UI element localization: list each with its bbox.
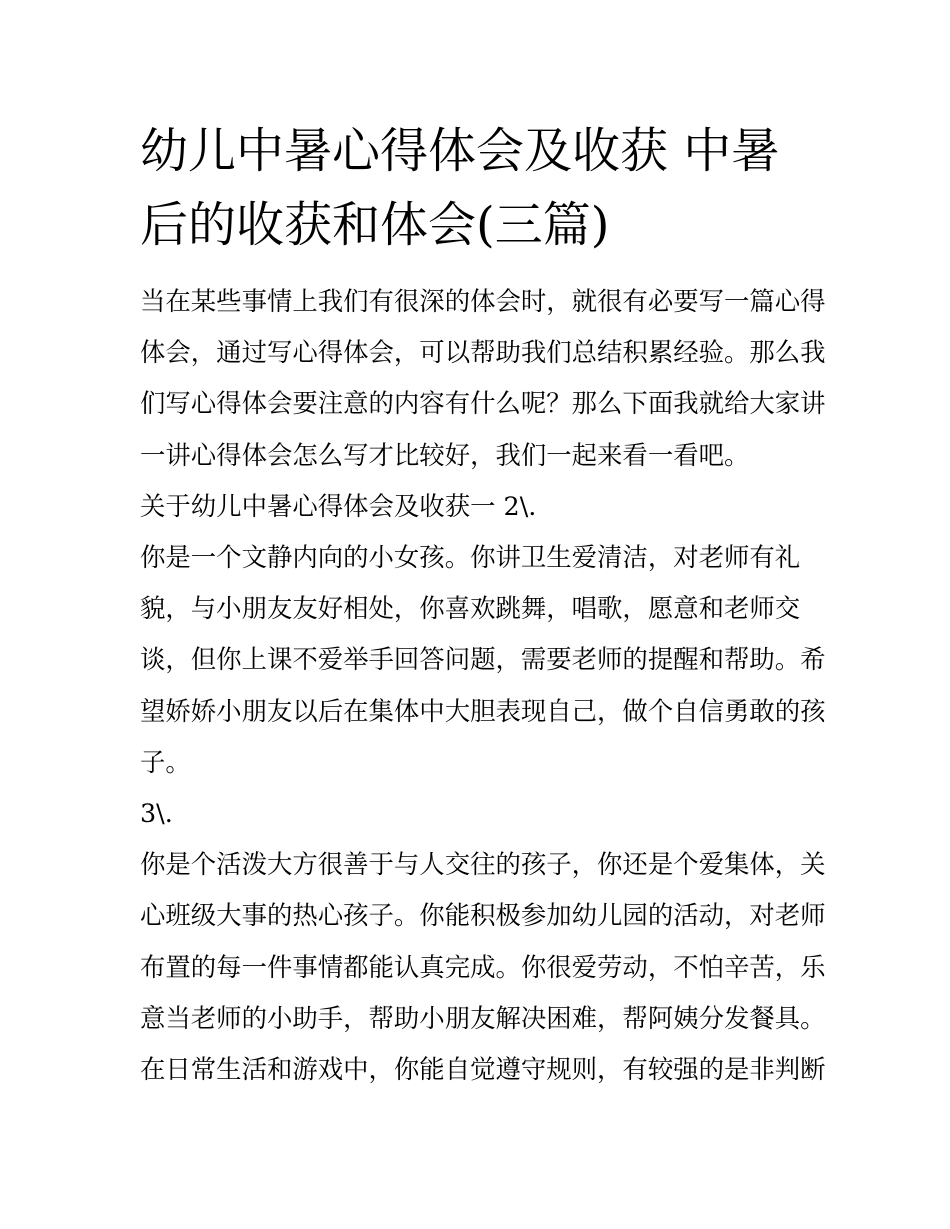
document-title xyxy=(140,114,820,262)
text-line: 望娇娇小朋友以后在集体中大胆表现自己，做个自信勇敢的孩 xyxy=(140,695,826,726)
text-line: 子。 xyxy=(140,746,191,777)
text-line: 你是一个文静内向的小女孩。你讲卫生爱清洁，对老师有礼 xyxy=(140,542,801,573)
text-line: 布置的每一件事情都能认真完成。你很爱劳动，不怕辛苦，乐 xyxy=(140,951,826,982)
text-line: 们写心得体会要注意的内容有什么呢？那么下面我就给大家讲 xyxy=(140,388,826,419)
text-line: 关于幼儿中暑心得体会及收获一 2\. xyxy=(140,490,537,521)
section-number-paragraph xyxy=(140,788,820,839)
text-line: 谈，但你上课不爱举手回答问题，需要老师的提醒和帮助。希 xyxy=(140,644,826,675)
text-line: 貌，与小朋友友好相处，你喜欢跳舞，唱歌，愿意和老师交 xyxy=(140,593,801,624)
comment-paragraph-2 xyxy=(140,839,826,1095)
text-line: 在日常生活和游戏中，你能自觉遵守规则，有较强的是非判断 xyxy=(140,1054,826,1085)
intro-paragraph xyxy=(140,276,826,481)
text-line: 一讲心得体会怎么写才比较好，我们一起来看一看吧。 xyxy=(140,439,750,470)
document-body xyxy=(140,276,826,1095)
text-line: 心班级大事的热心孩子。你能积极参加幼儿园的活动，对老师 xyxy=(140,900,826,931)
text-line: 3\. xyxy=(140,798,173,829)
text-line: 你是个活泼大方很善于与人交往的孩子，你还是个爱集体，关 xyxy=(140,849,826,880)
text-line: 当在某些事情上我们有很深的体会时，就很有必要写一篇心得 xyxy=(140,286,826,316)
text-line: 体会，通过写心得体会，可以帮助我们总结积累经验。那么我 xyxy=(140,337,826,368)
text-line: 意当老师的小助手，帮助小朋友解决困难，帮阿姨分发餐具。 xyxy=(140,1002,826,1033)
title-line-1: 幼儿中暑心得体会及收获 中暑 xyxy=(140,123,780,179)
section-heading-paragraph xyxy=(140,481,820,532)
comment-paragraph-1 xyxy=(140,532,826,788)
title-line-2: 后的收获和体会(三篇) xyxy=(140,197,610,253)
